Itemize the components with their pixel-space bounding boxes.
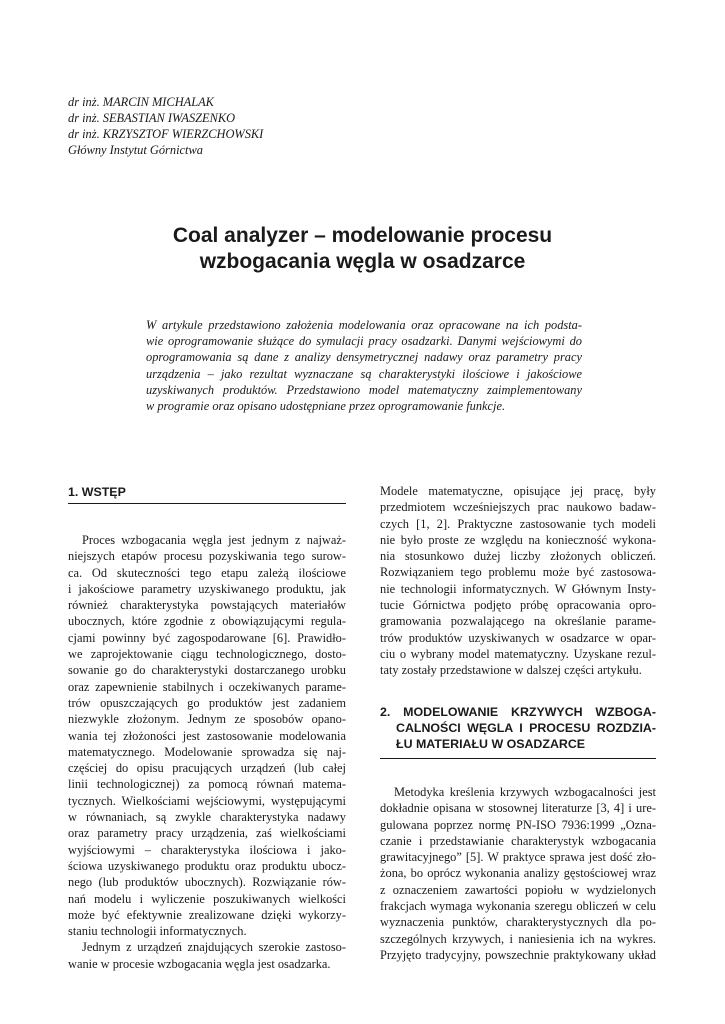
title-line-1: Coal analyzer – modelowanie procesu bbox=[172, 224, 553, 247]
section-1-heading: 1. WSTĘP bbox=[68, 485, 126, 499]
text-line: Przyjęto tradycyjny, powszechnie praktykowany układ bbox=[380, 947, 656, 962]
text-line: ubocznych, które zgodnie z obowiązującymi regula- bbox=[68, 614, 346, 629]
text-line: żona, bo oprócz wykonania analizy gęstościowej wraz bbox=[380, 866, 656, 881]
text-line: Modele matematyczne, opisujące jej pracę, były bbox=[380, 484, 656, 498]
text-line: nań modelu i wyliczenie poszukiwanych wielkości bbox=[68, 891, 346, 906]
paper-title bbox=[0, 223, 725, 275]
text-line: nie technologii informatycznych. W Głównym Insty- bbox=[380, 581, 656, 596]
text-line: staniu technologii informatycznych. bbox=[68, 924, 247, 939]
text-line: tucie Górnictwa podjęto próbę opracowania opro- bbox=[380, 598, 656, 613]
text-line: tycznych. Wielkościami wejściowymi, występującymi bbox=[68, 793, 346, 808]
text-line: Metodyka kreślenia krzywych wzbogacalności jest bbox=[394, 785, 656, 799]
text-line: we zaprojektowanie ciągu technologicznego, dosto- bbox=[68, 647, 346, 662]
text-line: frakcjach wymaga wykonania szeregu obliczeń w celu bbox=[380, 899, 656, 914]
section-2-rule bbox=[380, 758, 656, 759]
affiliation: Główny Instytut Górnictwa bbox=[68, 143, 203, 157]
text-line: wyjściowymi – charakterystyka ilościowa i jako- bbox=[68, 842, 346, 857]
text-line: grawitacyjnego” [5]. W praktyce sprawa jest dość zło- bbox=[380, 850, 656, 865]
section-1-rule bbox=[68, 503, 346, 504]
text-line: może być efektywnie zrealizowane dzięki wykorzy- bbox=[68, 907, 346, 922]
authors-block bbox=[68, 94, 263, 158]
text-line: gulowana poprzez normę PN-ISO 7936:1999 „Ozna- bbox=[380, 817, 656, 832]
abstract-line: uzyskiwanych produktów. Przedstawiono model matematyczny zaimplementowany bbox=[146, 382, 582, 397]
title-line-2: wzbogacania węgla w osadzarce bbox=[199, 250, 526, 273]
text-line: również charakterystyka powstających materiałów bbox=[68, 598, 346, 613]
text-line: ca. Od skuteczności tego etapu zależą ilościowe bbox=[68, 565, 346, 580]
abstract-line: wie oprogramowanie służące do symulacji pracy osadzarki. Danymi wejściowymi do bbox=[146, 334, 582, 349]
abstract-line: W artykule przedstawiono założenia modelowania oraz opracowane na ich podsta- bbox=[146, 318, 582, 332]
author-2: dr inż. SEBASTIAN IWASZENKO bbox=[68, 111, 236, 125]
text-line: taty zostały przedstawione w dalszej części artykułu. bbox=[380, 663, 642, 678]
text-line: wyznaczenia punktów, charakterystycznych dla po- bbox=[380, 915, 656, 930]
text-line: trów produktów uzyskiwanych w osadzarce w opar- bbox=[380, 630, 656, 645]
text-line: i jakościowe parametry uzyskiwanego produktu, jak bbox=[68, 581, 346, 596]
text-line: ściowa uzyskiwanego produktu oraz produktu ubocz- bbox=[68, 858, 346, 873]
text-line: linii technologicznej) za pomocą równań matema- bbox=[68, 777, 346, 792]
author-1: dr inż. MARCIN MICHALAK bbox=[68, 95, 214, 109]
text-line: z oznaczeniem zawartości popiołu w wydzielonych bbox=[380, 882, 656, 897]
text-line: cjami powinny być zagospodarowane [6]. Prawidło- bbox=[68, 630, 346, 645]
text-line: trów opuszczających go produktów jest zadaniem bbox=[68, 695, 346, 710]
text-line: nia stosunkowo dużej liczby złożonych obliczeń. bbox=[380, 549, 656, 564]
text-line: czych [1, 2]. Praktyczne zastosowanie tych modeli bbox=[380, 516, 656, 531]
text-line: nego (lub produktów ubocznych). Rozwiązanie rów- bbox=[68, 875, 346, 890]
section-1-body bbox=[68, 532, 346, 972]
author-3: dr inż. KRZYSZTOF WIERZCHOWSKI bbox=[68, 127, 264, 141]
text-line: Jednym z urządzeń znajdujących szerokie zastoso- bbox=[82, 940, 346, 955]
text-line: szczególnych krzywych, i naniesienia ich na wykres. bbox=[380, 931, 656, 946]
text-line: częściej do opisu pracujących urządzeń (lub całej bbox=[68, 761, 346, 776]
text-line: przedmiotem wcześniejszych prac naukowo badaw- bbox=[380, 500, 656, 515]
text-line: Rozwiązaniem tego problemu może być zastosowa- bbox=[380, 565, 656, 580]
text-line: czanie i przedstawianie charakterystyk wzbogacania bbox=[380, 833, 656, 848]
text-line: niejszych etapów procesu pozyskiwania tego surow- bbox=[68, 549, 346, 564]
text-line: wania tej złożoności jest zastosowanie modelowania bbox=[68, 728, 346, 743]
text-line: nie było proste ze względu na konieczność wykona- bbox=[380, 532, 656, 547]
text-line: ciu o wybrany model matematyczny. Uzyskane rezul- bbox=[380, 646, 656, 661]
text-line: gramowania pozwalającego na określanie parame- bbox=[380, 614, 656, 629]
text-line: w równaniach, są zwykle charakterystyka nadawy bbox=[68, 810, 346, 825]
right-paragraph-1 bbox=[380, 483, 656, 679]
text-line: oraz zapewnienie stabilnych i oczekiwanych parame- bbox=[68, 679, 346, 694]
abstract-line: w programie oraz opisano udostępniane przez oprogramowanie funkcje. bbox=[146, 399, 506, 414]
text-line: niezwykle złożonym. Jednym ze sposobów opano- bbox=[68, 712, 346, 727]
text-line: sowanie go do charakterystyki dostarczanego urobku bbox=[68, 663, 346, 678]
text-line: oraz parametry pracy urządzenia, zaś wielkościami bbox=[68, 826, 346, 841]
abstract-line: urządzenia – jako rezultat wyznaczane są charakterystyki ilościowe i jakościowe bbox=[146, 366, 582, 381]
section-2-heading: 2. MODELOWANIE KRZYWYCH WZBOGA- CALNOŚCI WĘGLA I PROCESU ROZDZIA- ŁU MATERIAŁU W OSADZARCE bbox=[380, 705, 656, 751]
text-line: wanie w procesie wzbogacania węgla jest osadzarka. bbox=[68, 956, 331, 971]
abstract bbox=[146, 317, 582, 414]
text-line: matematycznego. Modelowanie sprowadza się naj- bbox=[68, 744, 346, 759]
abstract-line: oprogramowania są dane z analizy densymetrycznej nadawy oraz parametry pracy bbox=[146, 350, 582, 365]
text-line: dokładnie opisana w stosownej literaturze [3, 4] i ure- bbox=[380, 801, 656, 816]
text-line: Proces wzbogacania węgla jest jednym z najważ- bbox=[82, 533, 346, 547]
section-2-body bbox=[380, 784, 656, 963]
